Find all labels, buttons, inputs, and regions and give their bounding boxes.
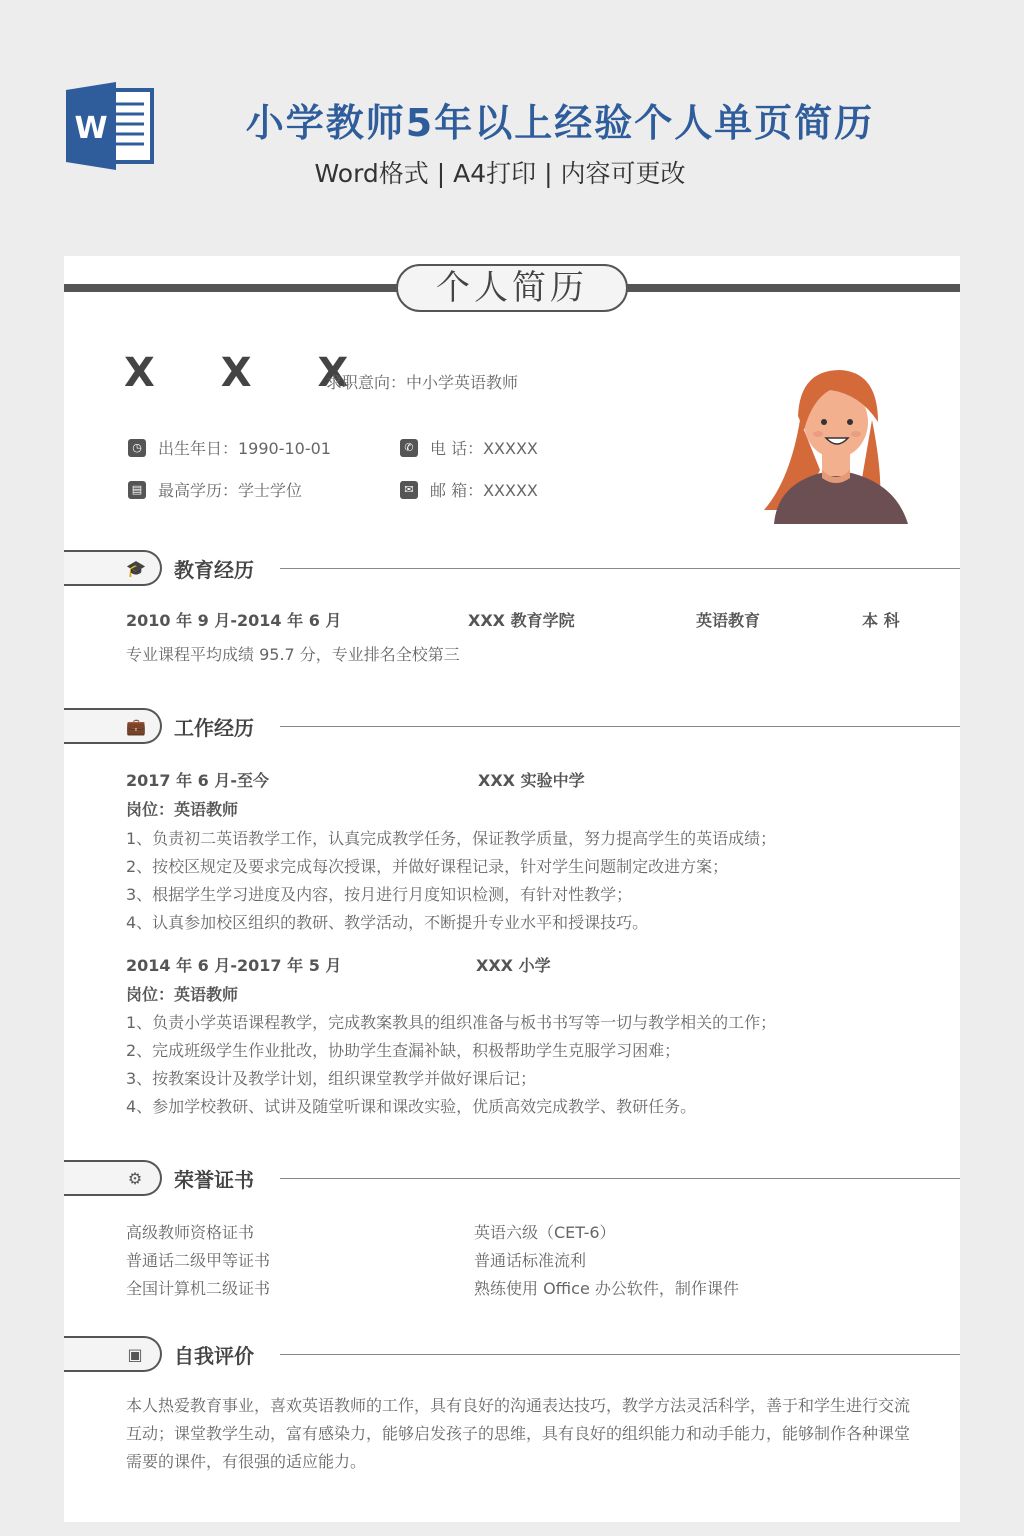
work-section-header xyxy=(64,708,960,744)
job-duty: 3、根据学生学习进度及内容，按月进行月度知识检测，有针对性教学； xyxy=(126,885,633,904)
job-intent: 求职意向：中小学英语教师 xyxy=(326,373,519,392)
degree-text: 最高学历：学士学位 xyxy=(158,481,303,500)
briefcase-icon: 💼 xyxy=(126,717,146,736)
birth-text: 出生年日：1990-10-01 xyxy=(158,439,331,458)
job-duty: 4、参加学校教研、试讲及随堂听课和课改实验，优质高效完成教学、教研任务。 xyxy=(126,1097,697,1116)
resume-heading: 个人简历 xyxy=(396,264,628,312)
banner-subtitle: Word格式 | A4打印 | 内容可更改 xyxy=(314,159,686,188)
honors-section-header xyxy=(64,1160,960,1196)
graduation-cap-icon: 🎓 xyxy=(126,559,146,578)
education-title: 教育经历 xyxy=(174,558,254,582)
honor-item: 普通话标准流利 xyxy=(474,1251,587,1270)
resume-paper xyxy=(64,256,960,1522)
job-org: XXX 实验中学 xyxy=(478,771,585,790)
word-logo-icon xyxy=(64,80,156,172)
honor-item: 熟练使用 Office 办公软件，制作课件 xyxy=(474,1279,739,1298)
word-logo-letter: W xyxy=(74,111,108,146)
edu-school: XXX 教育学院 xyxy=(468,611,575,630)
info-birth xyxy=(128,436,331,459)
honor-item: 高级教师资格证书 xyxy=(126,1223,255,1242)
self-section-header xyxy=(64,1336,960,1372)
edu-level: 本 科 xyxy=(862,611,900,630)
job-period: 2014 年 6 月-2017 年 5 月 xyxy=(126,956,342,975)
avatar xyxy=(760,360,912,524)
self-title: 自我评价 xyxy=(174,1344,254,1368)
degree-icon: ▤ xyxy=(128,481,146,499)
phone-icon: ✆ xyxy=(400,439,418,457)
job-org: XXX 小学 xyxy=(476,956,551,975)
job-position: 岗位：英语教师 xyxy=(126,800,239,819)
honor-item: 普通话二级甲等证书 xyxy=(126,1251,271,1270)
honors-title: 荣誉证书 xyxy=(174,1168,254,1192)
edu-note: 专业课程平均成绩 95.7 分，专业排名全校第三 xyxy=(126,645,460,664)
work-title: 工作经历 xyxy=(174,716,254,740)
job-duty: 1、负责初二英语教学工作，认真完成教学任务，保证教学质量，努力提高学生的英语成绩； xyxy=(126,829,777,848)
job-period: 2017 年 6 月-至今 xyxy=(126,771,270,790)
job-position: 岗位：英语教师 xyxy=(126,985,239,1004)
phone-text: 电 话：XXXXX xyxy=(430,439,538,458)
clock-icon: ◷ xyxy=(128,439,146,457)
banner-title: 小学教师5年以上经验个人单页简历 xyxy=(245,101,875,145)
gear-icon: ⚙ xyxy=(127,1169,143,1188)
edu-period: 2010 年 9 月-2014 年 6 月 xyxy=(126,611,342,630)
email-text: 邮 箱：XXXXX xyxy=(430,481,538,500)
candidate-name: X X X xyxy=(124,350,375,396)
mail-icon: ✉ xyxy=(400,481,418,499)
edu-major: 英语教育 xyxy=(696,611,761,630)
honor-item: 英语六级（CET-6） xyxy=(474,1223,616,1242)
job-duty: 1、负责小学英语课程教学，完成教案教具的组织准备与板书书写等一切与教学相关的工作； xyxy=(126,1013,777,1032)
job-duty: 3、按教案设计及教学计划，组织课堂教学并做好课后记； xyxy=(126,1069,537,1088)
honor-item: 全国计算机二级证书 xyxy=(126,1279,271,1298)
info-degree xyxy=(128,478,302,501)
profile-card-icon: ▣ xyxy=(127,1345,143,1364)
education-section-header xyxy=(64,550,960,586)
info-email xyxy=(400,478,538,501)
job-duty: 4、认真参加校区组织的教研、教学活动，不断提升专业水平和授课技巧。 xyxy=(126,913,649,932)
info-phone xyxy=(400,436,538,459)
job-duty: 2、完成班级学生作业批改，协助学生查漏补缺，积极帮助学生克服学习困难； xyxy=(126,1041,681,1060)
self-evaluation-text: 本人热爱教育事业，喜欢英语教师的工作，具有良好的沟通表达技巧，教学方法灵活科学，善于和学生进行交流互动；课堂教学生动，富有感染力，能够启发孩子的思维，具有良好的组织能力和动手能力，能够制作各种课堂需要的课件，有很强的适应能力。 xyxy=(126,1396,911,1471)
job-duty: 2、按校区规定及要求完成每次授课，并做好课程记录，针对学生问题制定改进方案； xyxy=(126,857,729,876)
